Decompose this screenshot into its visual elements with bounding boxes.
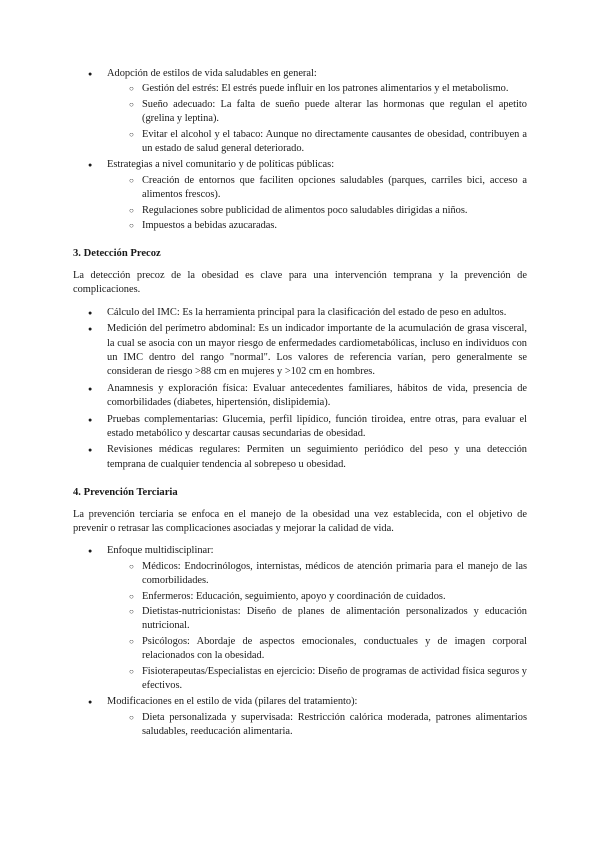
list-item: ● Revisiones médicas regulares: Permiten un seguimiento periódico del peso y una detección temprana de cualquier tendencia al sobrepeso u obesidad. (73, 443, 527, 472)
list-item: ● Cálculo del IMC: Es la herramienta principal para la clasificación del estado de peso en adultos. (73, 306, 527, 320)
sublist (107, 174, 527, 234)
list-item-label: Enfoque multidisciplinar: (107, 545, 214, 557)
section-heading: 4. Prevención Terciaria (73, 487, 178, 499)
list-item: ● Anamnesis y exploración física: Evaluar antecedentes familiares, hábitos de vida, presencia de comorbilidades (diabetes, hipertensión, dislipidemia). (73, 382, 527, 411)
lifestyle-policy-list (73, 67, 527, 233)
list-item: ● Pruebas complementarias: Glucemia, perfil lipídico, función tiroidea, entre otras, para evaluar el estado metabólico y descartar causas secundarias de obesidad. (73, 413, 527, 442)
sublist-item: ○ Creación de entornos que faciliten opciones saludables (parques, carriles bici, acceso a alimentos frescos). (73, 174, 527, 203)
section-intro: La prevención terciaria se enfoca en el manejo de la obesidad una vez establecida, con el objetivo de prevenir o retrasar las complicaciones asociadas y mejorar la calidad de vida. (73, 508, 527, 534)
section-intro: La detección precoz de la obesidad es clave para una intervención temprana y la prevención de complicaciones. (73, 269, 527, 296)
sublist-item: ○ Evitar el alcohol y el tabaco: Aunque no directamente causantes de obesidad, contribuyen a un estado de salud general deteriorado. (73, 128, 527, 157)
sublist-item: ○ Enfermeros: Educación, seguimiento, apoyo y coordinación de cuidados. (73, 590, 527, 604)
sublist-item: ○ Gestión del estrés: El estrés puede influir en los patrones alimentarios y el metabolismo. (73, 82, 527, 96)
list-item-label: Estrategias a nivel comunitario y de políticas públicas: (107, 159, 335, 171)
list-item (73, 158, 527, 233)
sublist-item: ○ Psicólogos: Abordaje de aspectos emocionales, conductuales y de imagen corporal relacionados con la obesidad. (73, 635, 527, 664)
sublist-item: ○ Fisioterapeutas/Especialistas en ejercicio: Diseño de programas de actividad física seguros y efectivos. (73, 665, 527, 694)
sublist-item: ○ Regulaciones sobre publicidad de alimentos poco saludables dirigidas a niños. (73, 204, 527, 218)
sublist-item: ○ Médicos: Endocrinólogos, internistas, médicos de atención primaria para el manejo de las comorbilidades. (73, 560, 527, 589)
list-item-label: Modificaciones en el estilo de vida (pilares del tratamiento): (107, 696, 358, 708)
list-item (73, 67, 527, 156)
early-detection-list (73, 306, 527, 472)
list-item-label: Adopción de estilos de vida saludables en general: (107, 68, 317, 79)
tertiary-prevention-list (73, 544, 527, 739)
sublist (107, 711, 527, 740)
sublist-item: ○ Dietistas-nutricionistas: Diseño de planes de alimentación personalizados y educación nutricional. (73, 605, 527, 634)
sublist-item: ○ Sueño adecuado: La falta de sueño puede alterar las hormonas que regulan el apetito (grelina y leptina). (73, 98, 527, 127)
sublist (107, 82, 527, 156)
sublist (107, 560, 527, 694)
section-heading: 3. Detección Precoz (73, 248, 161, 260)
list-item (73, 695, 527, 739)
sublist-item: ○ Impuestos a bebidas azucaradas. (73, 219, 527, 233)
list-item: ● Medición del perímetro abdominal: Es un indicador importante de la acumulación de grasa visceral, la cual se asocia con un mayor riesgo de enfermedades cardiometabólicas, incluso en individuos con un IMC dentro del rango "normal". Los valores de referencia varían, pero generalmente se consideran de riesgo >88 cm en mujeres y >102 cm en hombres. (73, 322, 527, 380)
sublist-item: ○ Dieta personalizada y supervisada: Restricción calórica moderada, patrones alimentarios saludables, reeducación alimentaria. (73, 711, 527, 740)
list-item (73, 544, 527, 693)
